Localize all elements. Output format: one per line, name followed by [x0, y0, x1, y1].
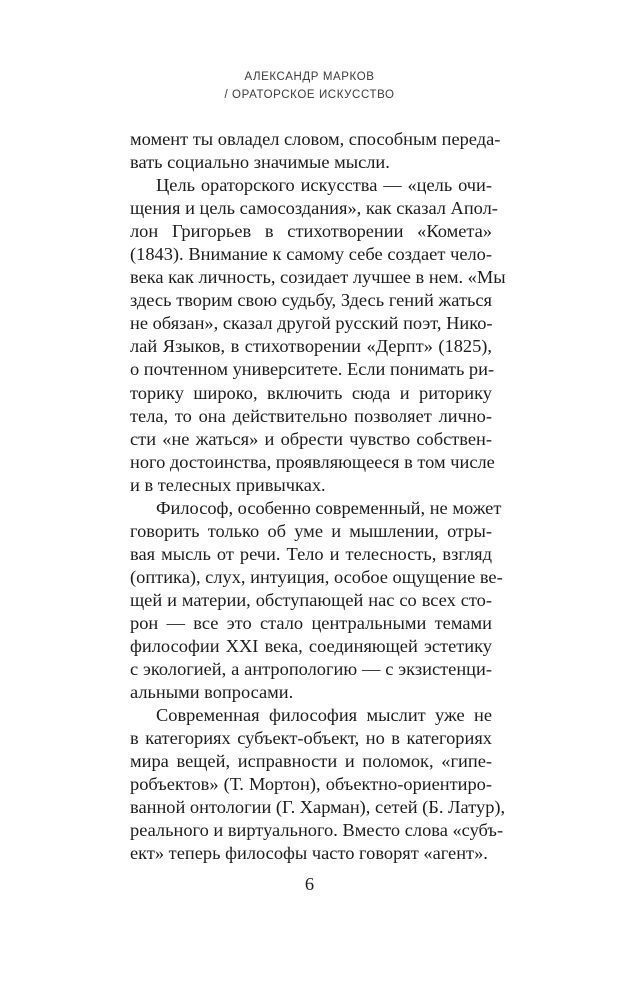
- text-line: вая мысль от речи. Тело и телесность, взгляд: [130, 543, 492, 564]
- text-line: торику широко, включить сюда и риторику: [130, 382, 492, 403]
- text-line: (оптика), слух, интуиция, особое ощущение ве-: [130, 566, 503, 587]
- text-line: рон — все это стало центральными темами: [130, 612, 492, 633]
- text-line: в категориях субъект-объект, но в категориях: [130, 728, 492, 749]
- text-line: тела, то она действительно позволяет лично-: [130, 405, 492, 426]
- text-line: мира вещей, исправности и поломок, «гипе-: [130, 751, 492, 772]
- text-line: не обязан», сказал другой русский поэт, Нико-: [130, 313, 493, 334]
- text-line: ект» теперь философы часто говорят «агент».: [130, 843, 488, 864]
- text-line: ного достоинства, проявляющееся в том числе: [130, 451, 495, 472]
- text-line: лай Языков, в стихотворении «Дерпт» (1825),: [130, 336, 492, 357]
- paragraph: [130, 128, 501, 174]
- paragraph: [130, 704, 506, 865]
- text-line: и в телесных привычках.: [130, 474, 326, 495]
- text-line: говорить только об уме и мышлении, отры-: [130, 520, 492, 541]
- text-line: о почтенном университете. Если понимать ри-: [130, 359, 495, 380]
- page-number: 6: [304, 874, 315, 894]
- text-line: щения и цель самосоздания», как сказал Апол-: [130, 198, 498, 219]
- text-line: сти «не жаться» и обрести чувство собствен-: [130, 428, 492, 449]
- text-line: с экологией, а антропологию — с экзистенци-: [130, 659, 492, 680]
- running-head-title: / ОРАТОРСКОЕ ИСКУССТВО: [224, 89, 395, 101]
- text-line: (1843). Внимание к самому себе создает чело-: [130, 244, 492, 265]
- text-line: века как личность, созидает лучшее в нем. «Мы: [130, 267, 506, 288]
- text-line: философии XXI века, соединяющей эстетику: [130, 636, 492, 657]
- paragraph: [130, 497, 503, 704]
- text-line: щей и материи, обступающей нас со всех сто-: [130, 589, 492, 610]
- text-line: альными вопросами.: [130, 682, 294, 703]
- text-line: ванной онтологии (Г. Харман), сетей (Б. Латур),: [130, 797, 506, 818]
- paragraph: [130, 174, 506, 497]
- text-line: робъектов» (Т. Мортон), объектно-ориентиро-: [130, 774, 492, 795]
- text-line: Философ, особенно современный, не может: [156, 497, 502, 518]
- text-line: реального и виртуального. Вместо слова «субъ-: [130, 820, 504, 841]
- text-line: Современная философия мыслит уже не: [156, 705, 492, 726]
- body-text: [130, 128, 506, 866]
- text-line: здесь творим свою судьбу, Здесь гений жаться: [130, 290, 492, 311]
- running-head-author: АЛЕКСАНДР МАРКОВ: [244, 71, 375, 83]
- text-line: вать социально значимые мысли.: [130, 152, 390, 173]
- text-line: Цель ораторского искусства — «цель очи-: [156, 175, 492, 196]
- text-line: момент ты овладел словом, способным переда-: [130, 129, 501, 149]
- text-line: лон Григорьев в стихотворении «Комета»: [130, 221, 492, 242]
